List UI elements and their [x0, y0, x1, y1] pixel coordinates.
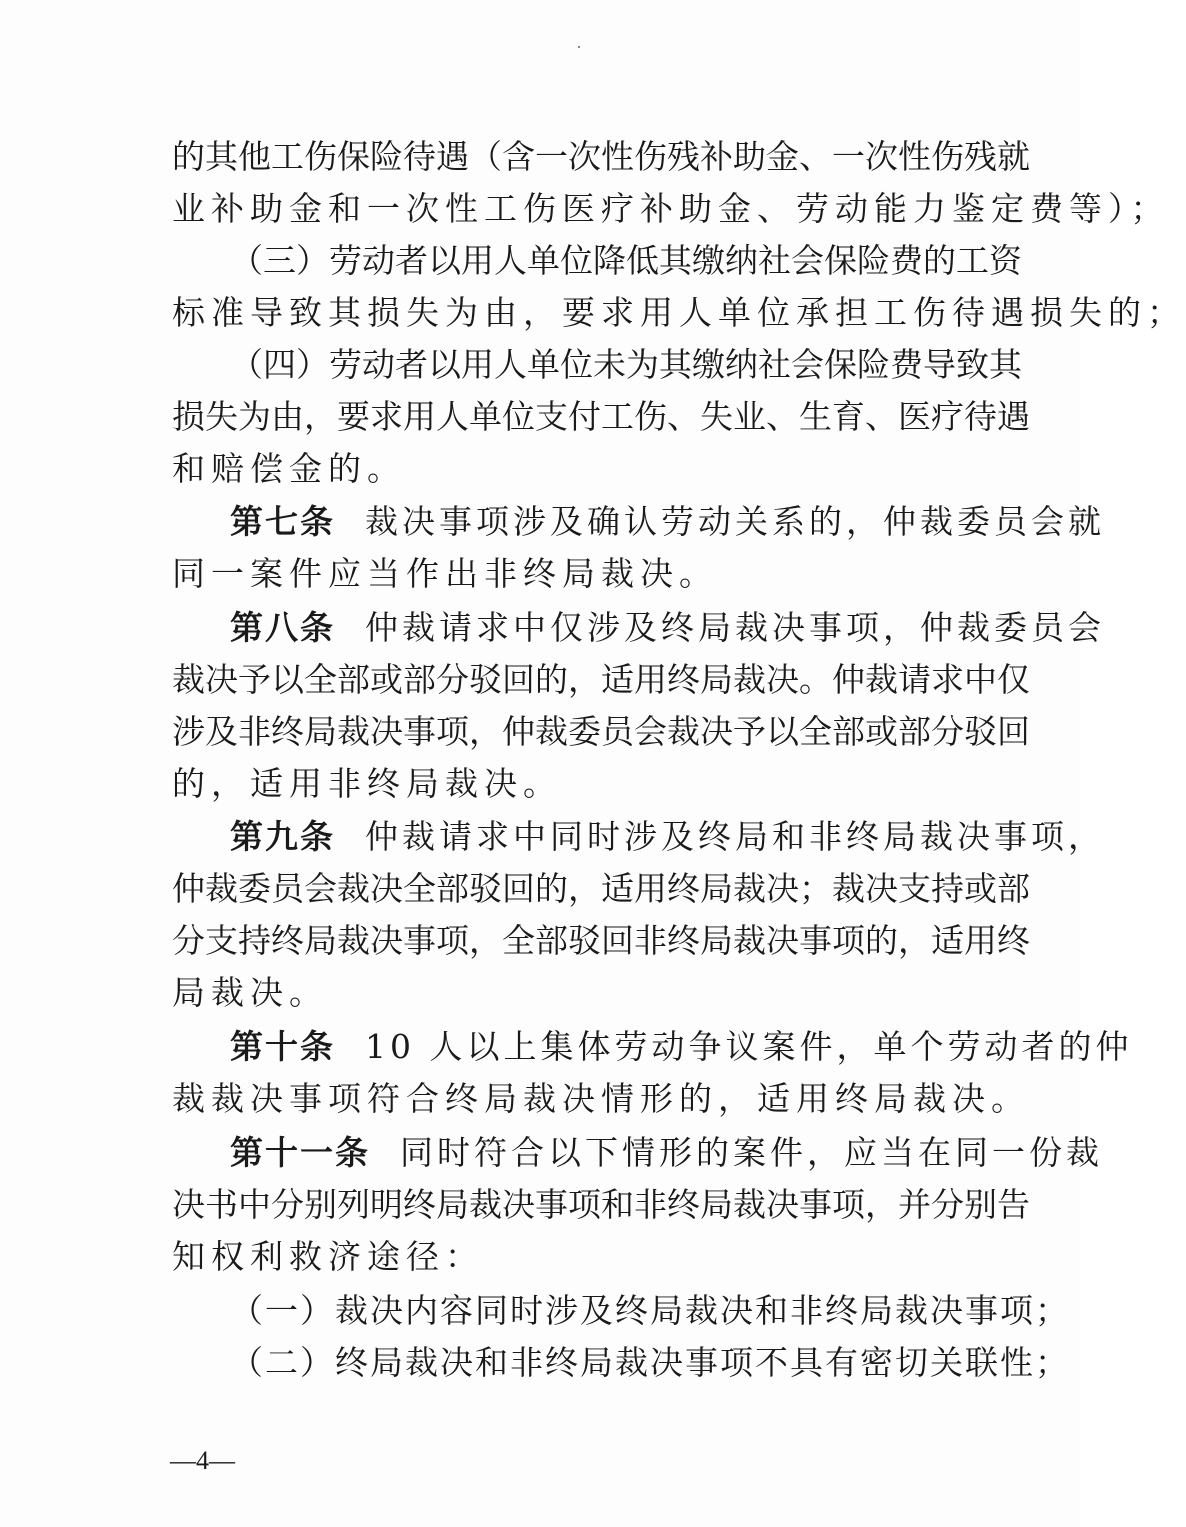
article-text: 同时符合以下情形的案件，应当在同一份裁 [400, 1133, 1103, 1172]
paragraph-line: 裁裁决事项符合终局裁决情形的，适用终局裁决。 [172, 1079, 1030, 1118]
article-text: 仲裁请求中仅涉及终局裁决事项，仲裁委员会 [365, 608, 1105, 647]
article-8-line [230, 608, 1105, 648]
article-text: 仲裁请求中同时涉及终局和非终局裁决事项， [365, 817, 1105, 856]
paragraph-line: 业补助金和一次性工伤医疗补助金、劳动能力鉴定费等）； [172, 189, 1170, 228]
paragraph-line: 的，适用非终局裁决。 [172, 764, 562, 803]
page-number: —4— [170, 1446, 235, 1475]
article-9-line [230, 817, 1105, 857]
paragraph-line: 裁决予以全部或部分驳回的，适用终局裁决。仲裁请求中仅 [172, 660, 1030, 699]
paragraph-line: （四）劳动者以用人单位未为其缴纳社会保险费导致其 [230, 345, 1022, 384]
paragraph-line: 决书中分别列明终局裁决事项和非终局裁决事项，并分别告 [172, 1185, 1030, 1224]
paragraph-line: 标准导致其损失为由，要求用人单位承担工伤待遇损失的； [172, 293, 1186, 332]
article-title: 第八条 [230, 608, 335, 647]
paragraph-line: 知权利救济途径： [172, 1237, 484, 1276]
paragraph-line: 的其他工伤保险待遇（含一次性伤残补助金、一次性伤残就 [172, 137, 1030, 176]
article-text: 裁决事项涉及确认劳动关系的，仲裁委员会就 [365, 502, 1105, 541]
paragraph-line: 和赔偿金的。 [172, 449, 406, 488]
paragraph-line: （三）劳动者以用人单位降低其缴纳社会保险费的工资 [230, 241, 1022, 280]
paragraph-line: 同一案件应当作出非终局裁决。 [172, 554, 718, 593]
list-item: （一）裁决内容同时涉及终局裁决和非终局裁决事项； [230, 1291, 1070, 1330]
article-title: 第十一条 [230, 1133, 370, 1172]
paragraph-line: 仲裁委员会裁决全部驳回的，适用终局裁决；裁决支持或部 [172, 869, 1030, 908]
article-title: 第七条 [230, 502, 335, 541]
article-7-line [230, 502, 1105, 542]
paragraph-line: 涉及非终局裁决事项，仲裁委员会裁决予以全部或部分驳回 [172, 712, 1030, 751]
paragraph-line: 分支持终局裁决事项，全部驳回非终局裁决事项的，适用终 [172, 921, 1030, 960]
article-text: 10 人以上集体劳动争议案件，单个劳动者的仲 [365, 1027, 1133, 1066]
article-title: 第十条 [230, 1027, 335, 1066]
paragraph-line: 损失为由，要求用人单位支付工伤、失业、生育、医疗待遇 [172, 397, 1030, 436]
scan-mark [578, 46, 580, 48]
article-10-line [230, 1027, 1133, 1067]
paragraph-line: 局裁决。 [172, 973, 328, 1012]
article-title: 第九条 [230, 817, 335, 856]
article-11-line [230, 1133, 1103, 1173]
list-item: （二）终局裁决和非终局裁决事项不具有密切关联性； [230, 1343, 1070, 1382]
